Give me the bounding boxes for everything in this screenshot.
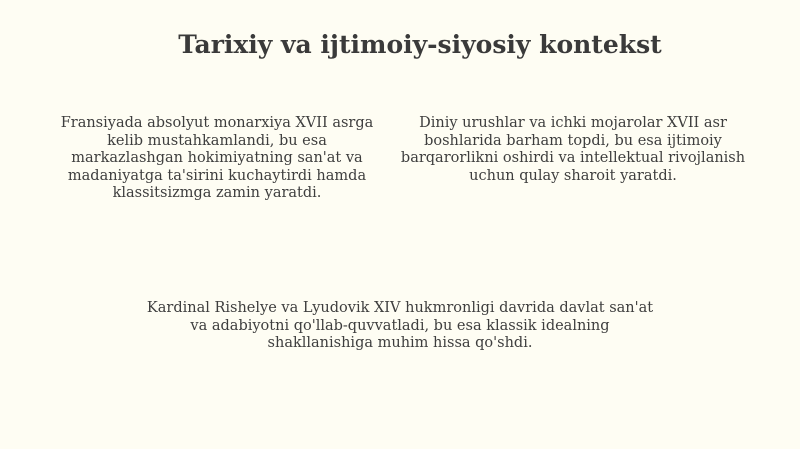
slide-title: Tarixiy va ijtimoiy-siyosiy kontekst	[178, 30, 662, 59]
paragraph-absolutism: Fransiyada absolyut monarxiya XVII asrga kelib mustahkamlandi, bu esa markazlashgan hokimiyatning san'at va madaniyatga ta'sirini kuchaytirdi hamda klassitsizmga zamin yaratdi.	[60, 115, 374, 201]
paragraph-religious-wars: Diniy urushlar va ichki mojarolar XVII asr boshlarida barham topdi, bu esa ijtimoiy barqarorlikni oshirdi va intellektual rivojlanish uchun qulay sharoit yaratdi.	[400, 115, 746, 184]
paragraph-state-patronage: Kardinal Rishelye va Lyudovik XIV hukmronligi davrida davlat san'at va adabiyotni qo'llab-quvvatladi, bu esa klassik idealning shakllanishiga muhim hissa qo'shdi.	[146, 300, 654, 351]
